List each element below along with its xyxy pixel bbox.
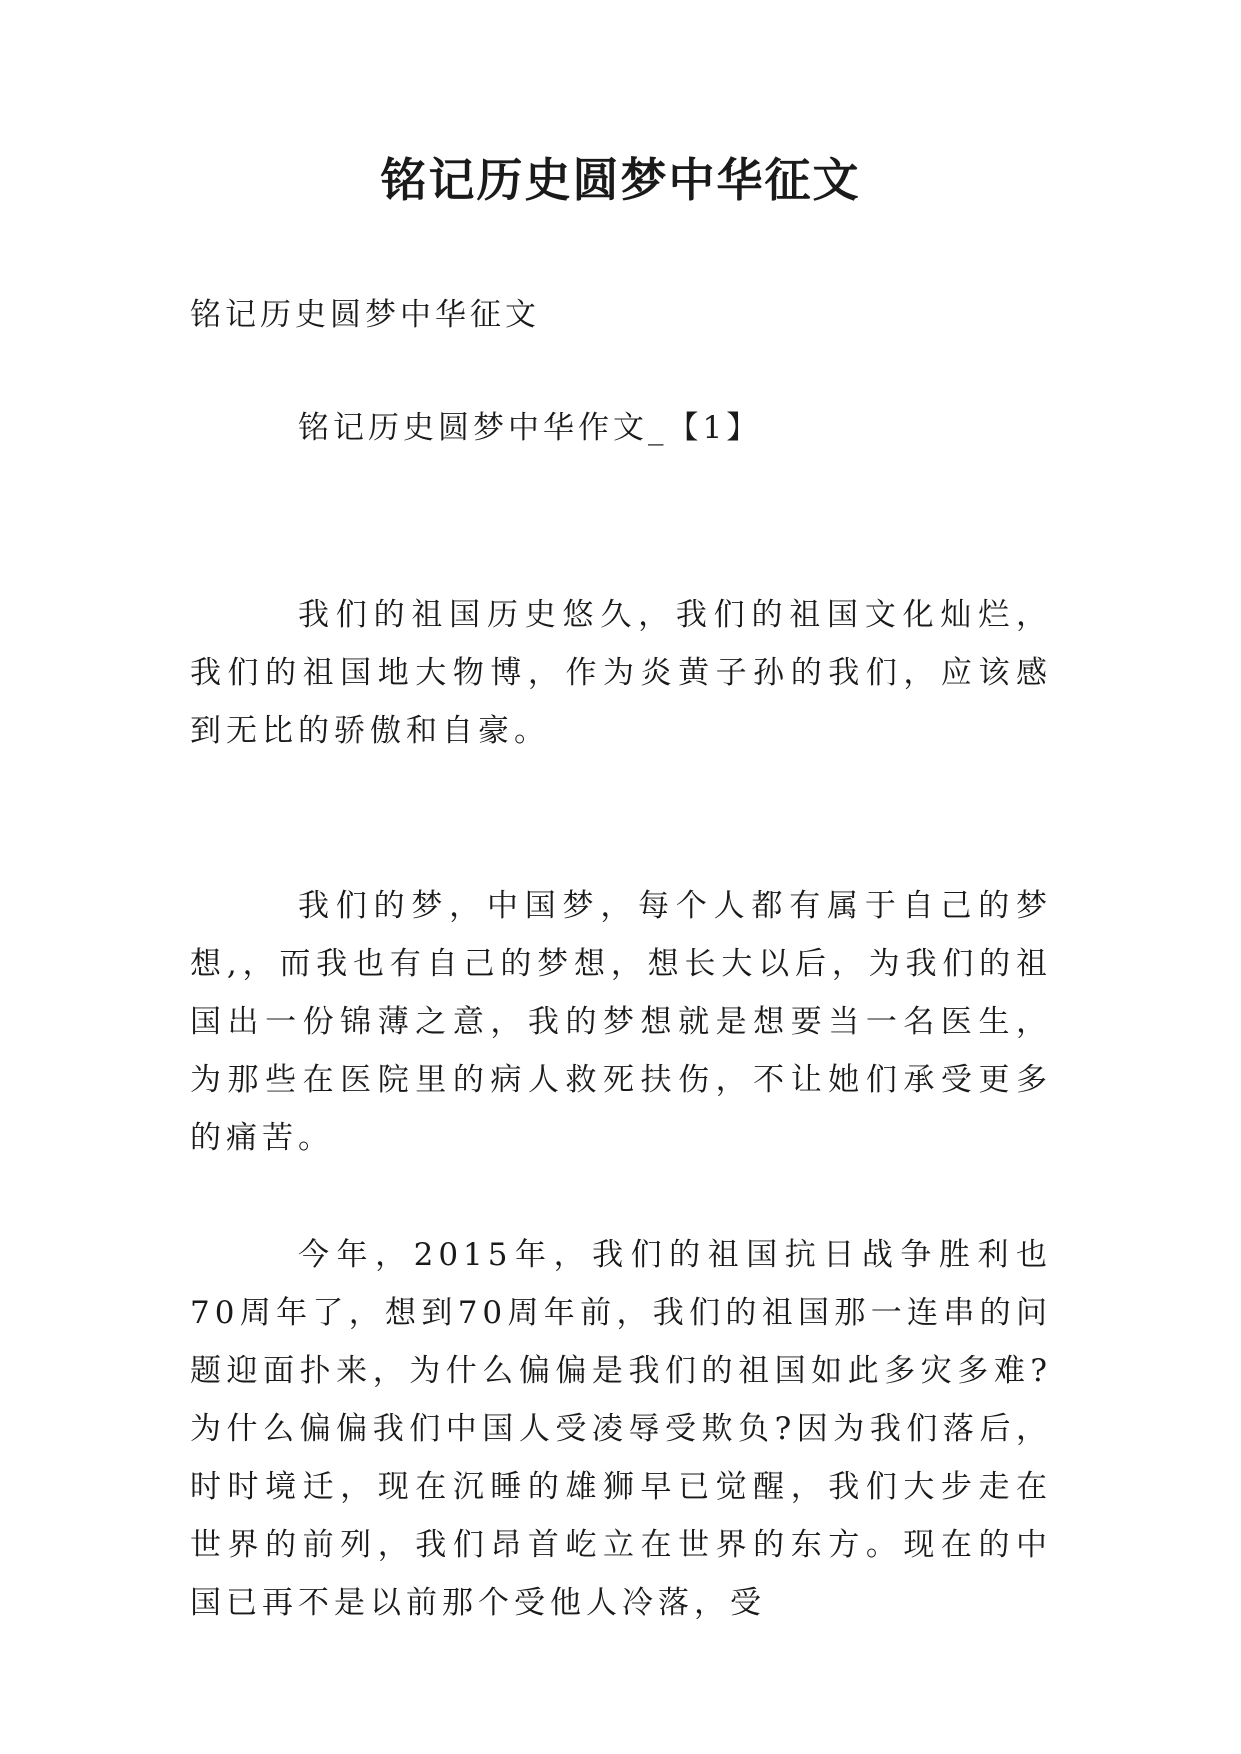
document-title: 铭记历史圆梦中华征文	[380, 153, 861, 207]
document-subtitle: 铭记历史圆梦中华征文	[190, 297, 540, 333]
paragraph-3: 今年，2015年，我们的祖国抗日战争胜利也70周年了，想到70周年前，我们的祖国那一连串的问题迎面扑来，为什么偏偏是我们的祖国如此多灾多难?为什么偏偏我们中国人受凌辱受欺负?因为我们落后，时时境迁，现在沉睡的雄狮早已觉醒，我们大步走在世界的前列，我们昂首屹立在世界的东方。现在的中国已再不是以前那个受他人冷落，受	[190, 1237, 1052, 1621]
paragraph-1: 我们的祖国历史悠久，我们的祖国文化灿烂，我们的祖国地大物博，作为炎黄子孙的我们，应该感到无比的骄傲和自豪。	[190, 597, 1052, 749]
section-heading: 铭记历史圆梦中华作文_【1】	[298, 410, 762, 446]
paragraph-2: 我们的梦，中国梦，每个人都有属于自己的梦想,，而我也有自己的梦想，想长大以后，为我们的祖国出一份锦薄之意，我的梦想就是想要当一名医生，为那些在医院里的病人救死扶伤，不让她们承受更多的痛苦。	[190, 888, 1052, 1156]
